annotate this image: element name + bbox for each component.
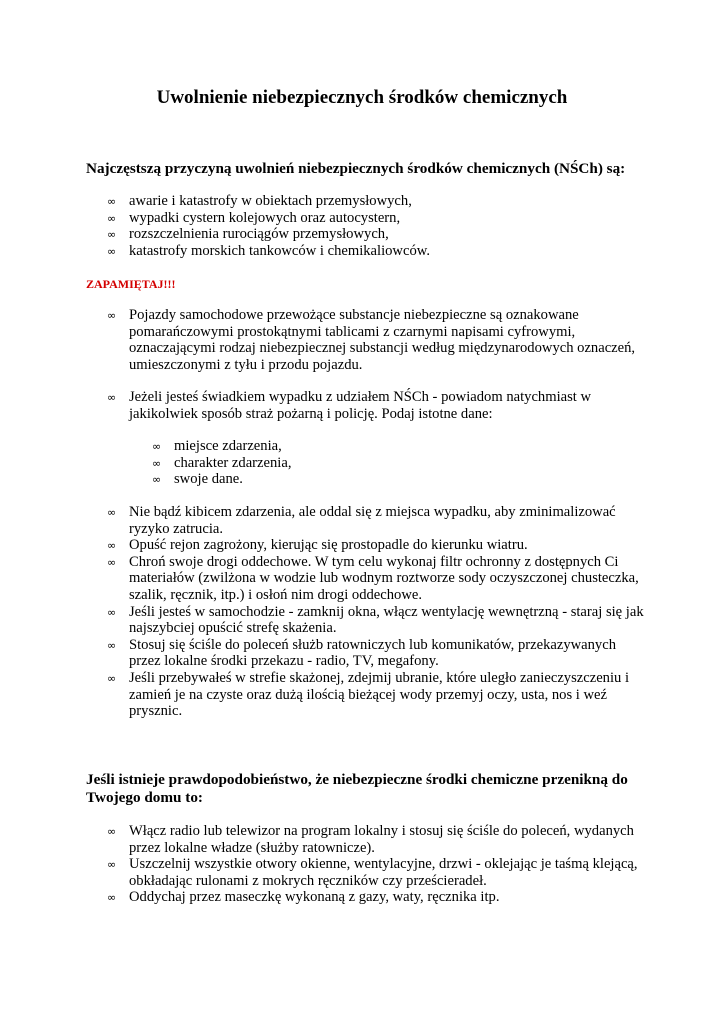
bullet-infinity-icon: ∞ [107, 671, 117, 685]
bullet-infinity-icon: ∞ [107, 211, 117, 225]
bullet-infinity-icon: ∞ [107, 858, 117, 872]
bullet-infinity-icon: ∞ [107, 555, 117, 569]
list-item: ∞ awarie i katastrofy w obiektach przemysłowych, [107, 193, 412, 209]
list-item: ∞ charakter zdarzenia, [152, 454, 292, 471]
bullet-infinity-icon: ∞ [152, 456, 162, 470]
list-item: ∞ wypadki cystern kolejowych oraz autocystern, [107, 209, 401, 226]
list-item: ∞ Włącz radio lub telewizor na program lokalny i stosuj się ściśle do poleceń, wydanych przez lokalne władze (służby ratownicze). [107, 823, 634, 856]
list-item: ∞ swoje dane. [152, 471, 243, 488]
bullet-infinity-icon: ∞ [107, 195, 117, 208]
list-item: ∞ Pojazdy samochodowe przewożące substancje niebezpieczne są oznakowane pomarańczowymi prostokątnymi tablicami z czarnymi napisami cyfrowymi, oznaczającymi rodzaj niebezpiecznej substancji według międzynarodowych oznaczeń, umieszczonymi z tyłu i przodu pojazdu. [107, 307, 636, 373]
list-item: ∞ Jeśli przebywałeś w strefie skażonej, zdejmij ubranie, które uległo zanieczyszczeniu i zamień je na czyste oraz dużą ilością bieżącej wody przemyj oczy, usta, nos i weź prysznic. [107, 669, 630, 720]
section2-heading: Jeśli istnieje prawdopodobieństwo, że niebezpieczne środki chemiczne przenikną do Twojego domu to: [86, 771, 628, 806]
bullet-infinity-icon: ∞ [152, 440, 162, 453]
bullet-infinity-icon: ∞ [107, 506, 117, 519]
bullet-infinity-icon: ∞ [107, 891, 117, 905]
remember-list [107, 307, 644, 439]
home-actions-list [107, 823, 644, 906]
list-item: ∞ Stosuj się ściśle do poleceń służb ratowniczych lub komunikatów, przekazywanych przez lokalne środki przekazu - radio, TV, megafony. [107, 636, 617, 670]
bullet-infinity-icon: ∞ [107, 638, 117, 652]
safety-actions-list [107, 504, 644, 720]
list-item: ∞ katastrofy morskich tankowców i chemikaliowców. [107, 242, 430, 259]
list-item: ∞ Opuść rejon zagrożony, kierując się prostopadle do kierunku wiatru. [107, 537, 528, 554]
list-item: ∞ Jeśli jesteś w samochodzie - zamknij okna, włącz wentylację wewnętrzną - staraj się jak najszybciej opuścić strefę skażenia. [107, 603, 644, 637]
section1-heading: Najczęstszą przyczyną uwolnień niebezpiecznych środków chemicznych (NŚCh) są: [86, 160, 626, 177]
bullet-infinity-icon: ∞ [107, 825, 117, 838]
list-item: ∞ Oddychaj przez maseczkę wykonaną z gazy, waty, ręcznika itp. [107, 889, 500, 906]
bullet-infinity-icon: ∞ [107, 605, 117, 619]
list-item: ∞ Nie bądź kibicem zdarzenia, ale oddal się z miejsca wypadku, aby zminimalizować ryzyko zatrucia. [107, 504, 616, 537]
page-title: Uwolnienie niebezpiecznych środków chemicznych [156, 87, 568, 108]
list-item: ∞ Uszczelnij wszystkie otwory okienne, wentylacyjne, drzwi - oklejając je taśmą klejącą, obkładając rulonami z mokrych ręczników czy prześcieradeł. [107, 856, 638, 889]
list-item: ∞ Jeżeli jesteś świadkiem wypadku z udziałem NŚCh - powiadom natychmiast w jakikolwiek sposób straż pożarną i policję. Podaj istotne dane: [107, 389, 592, 422]
bullet-infinity-icon: ∞ [107, 309, 117, 322]
remember-label: ZAPAMIĘTAJ!!! [86, 277, 176, 291]
bullet-infinity-icon: ∞ [107, 391, 117, 405]
list-item: ∞ Chroń swoje drogi oddechowe. W tym celu wykonaj filtr ochronny z dostępnych Ci materiałów (zwilżona w wodzie lub wodnym roztworze sody oczyszczonej chusteczka, szalik, ręcznik, itp.) i osłoń nim drogi oddechowe. [107, 553, 639, 603]
bullet-infinity-icon: ∞ [107, 228, 117, 242]
bullet-infinity-icon: ∞ [107, 244, 117, 258]
bullet-infinity-icon: ∞ [152, 473, 162, 487]
report-details-list [152, 438, 474, 488]
bullet-infinity-icon: ∞ [107, 539, 117, 553]
list-item: ∞ miejsce zdarzenia, [152, 438, 282, 454]
causes-list [107, 193, 649, 259]
list-item: ∞ rozszczelnienia rurociągów przemysłowych, [107, 226, 389, 243]
